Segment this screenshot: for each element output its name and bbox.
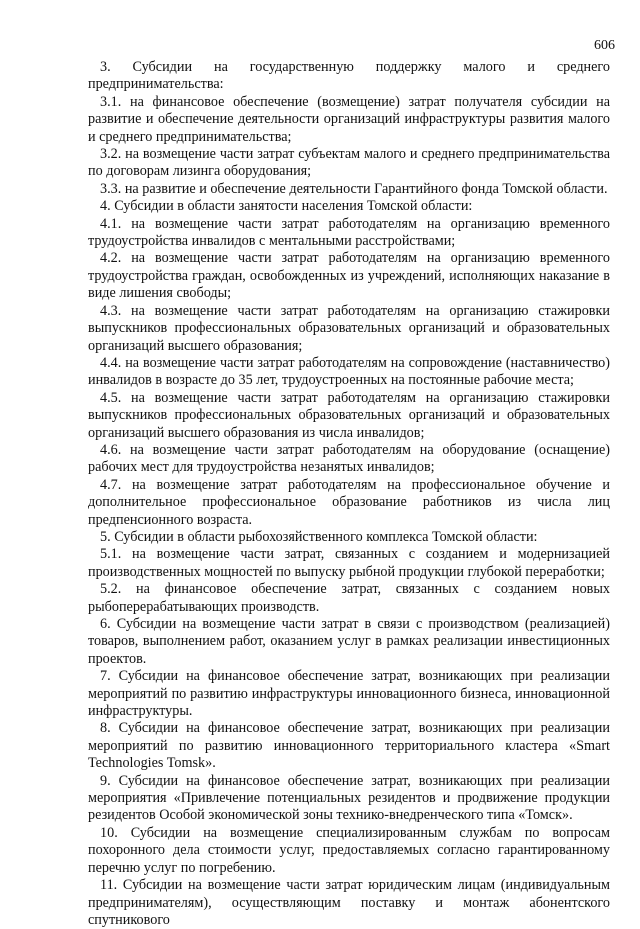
document-body xyxy=(88,59,610,929)
paragraph: 10. Субсидии на возмещение специализированным службам по вопросам похоронного дела стоимости услуг, предоставляемых согласно гарантированному перечню услуг по погребению. xyxy=(88,824,610,876)
paragraph: 4.5. на возмещение части затрат работодателям на организацию стажировки выпускников профессиональных образовательных организаций и образовательных организаций высшего образования из числа инвалидов; xyxy=(88,389,610,441)
paragraph: 3.1. на финансовое обеспечение (возмещение) затрат получателя субсидии на развитие и обеспечение деятельности организаций инфраструктуры развития малого и среднего предпринимательства; xyxy=(88,93,610,145)
paragraph: 3.3. на развитие и обеспечение деятельности Гарантийного фонда Томской области. xyxy=(100,180,608,197)
paragraph: 4.6. на возмещение части затрат работодателям на оборудование (оснащение) рабочих мест для трудоустройства незанятых инвалидов; xyxy=(88,441,610,476)
paragraph: 8. Субсидии на финансовое обеспечение затрат, возникающих при реализации мероприятий по развитию инновационного территориального кластера «Smart Technologies Tomsk». xyxy=(88,720,610,772)
paragraph: 7. Субсидии на финансовое обеспечение затрат, возникающих при реализации мероприятий по развитию инфраструктуры инновационного бизнеса, инновационной инфраструктуры. xyxy=(88,668,610,720)
paragraph: 4.3. на возмещение части затрат работодателям на организацию стажировки выпускников профессиональных образовательных организаций и образовательных организаций высшего образования; xyxy=(88,302,610,354)
paragraph: 3. Субсидии на государственную поддержку малого и среднего предпринимательства: xyxy=(88,59,610,93)
paragraph: 3.2. на возмещение части затрат субъектам малого и среднего предпринимательства по договорам лизинга оборудования; xyxy=(88,146,610,180)
paragraph: 9. Субсидии на финансовое обеспечение затрат, возникающих при реализации мероприятия «Привлечение потенциальных резидентов и продвижение продукции резидентов Особой экономической зоны технико-внедренческого типа «Томск». xyxy=(88,772,610,824)
paragraph: 4.4. на возмещение части затрат работодателям на сопровождение (наставничество) инвалидов в возрасте до 35 лет, трудоустроенных на постоянные рабочие места; xyxy=(88,354,610,389)
paragraph: 5. Субсидии в области рыбохозяйственного комплекса Томской области: xyxy=(100,528,538,545)
paragraph: 4.2. на возмещение части затрат работодателям на организацию временного трудоустройства граждан, освобожденных из учреждений, исполняющих наказание в виде лишения свободы; xyxy=(88,250,610,302)
paragraph: 5.1. на возмещение части затрат, связанных с созданием и модернизацией производственных мощностей по выпуску рыбной продукции глубокой переработки; xyxy=(88,546,610,580)
paragraph: 5.2. на финансовое обеспечение затрат, связанных с созданием новых рыбоперерабатывающих производств. xyxy=(88,581,610,615)
paragraph: 4.1. на возмещение части затрат работодателям на организацию временного трудоустройства инвалидов с ментальными расстройствами; xyxy=(88,215,610,250)
paragraph: 4.7. на возмещение затрат работодателям на профессиональное обучение и дополнительное профессиональное образование работников из числа лиц предпенсионного возраста. xyxy=(88,476,610,528)
page-number: 606 xyxy=(594,38,615,53)
paragraph: 11. Субсидии на возмещение части затрат юридическим лицам (индивидуальным предпринимателям), осуществляющим поставку и монтаж абонентского спутникового xyxy=(88,877,610,928)
paragraph: 4. Субсидии в области занятости населения Томской области: xyxy=(100,198,473,215)
paragraph: 6. Субсидии на возмещение части затрат в связи с производством (реализацией) товаров, выполнением работ, оказанием услуг в рамках реализации инвестиционных проектов. xyxy=(88,616,610,667)
